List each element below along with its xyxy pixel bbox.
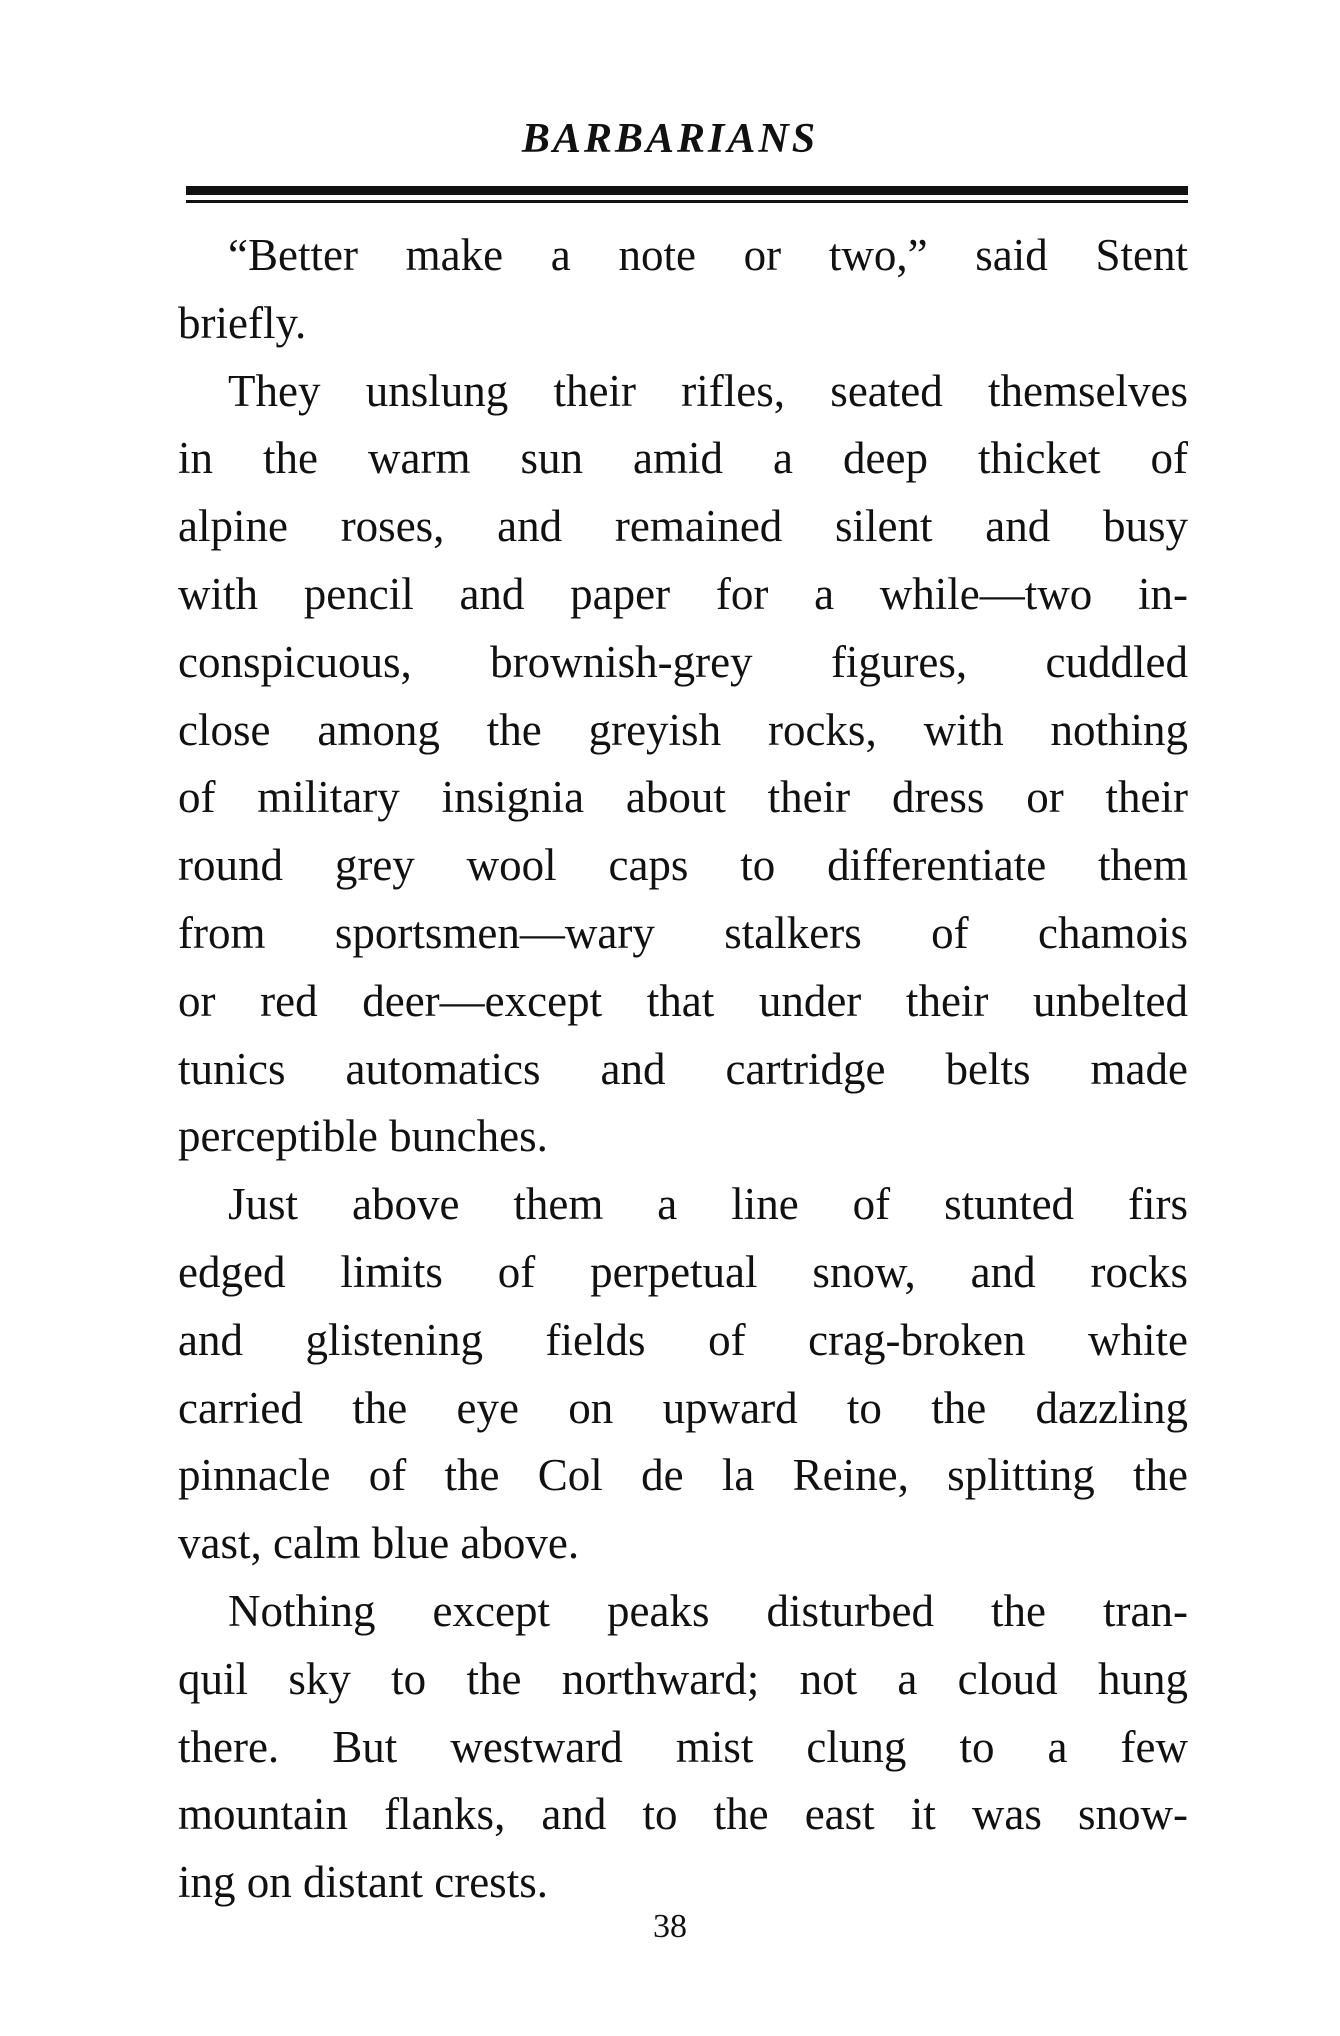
text-line: edged limits of perpetual snow, and rocks — [178, 1246, 1188, 1297]
text-line: vast, calm blue above. — [178, 1518, 580, 1569]
text-line: and glistening fields of crag-broken white — [178, 1314, 1188, 1365]
text-line: Nothing except peaks disturbed the tran- — [228, 1585, 1188, 1636]
paragraph-1 — [178, 222, 1188, 358]
text-line: in the warm sun amid a deep thicket of — [178, 433, 1188, 484]
text-line: of military insignia about their dress or their — [178, 772, 1188, 823]
header-rule-thin — [186, 200, 1188, 203]
text-line: quil sky to the northward; not a cloud hung — [178, 1653, 1188, 1704]
paragraph-4 — [178, 1578, 1188, 1917]
text-line: pinnacle of the Col de la Reine, splitting the — [178, 1450, 1188, 1501]
text-line: Just above them a line of stunted firs — [228, 1179, 1188, 1230]
text-line: with pencil and paper for a while—two in- — [178, 568, 1188, 619]
text-line: conspicuous, brownish-grey figures, cuddled — [178, 636, 1188, 687]
text-line: “Better make a note or two,” said Stent — [228, 230, 1188, 280]
text-line: there. But westward mist clung to a few — [178, 1721, 1188, 1772]
text-line: or red deer—except that under their unbelted — [178, 975, 1188, 1026]
text-line: mountain flanks, and to the east it was snow- — [178, 1789, 1188, 1840]
text-line: close among the greyish rocks, with nothing — [178, 704, 1188, 755]
paragraph-3 — [178, 1171, 1188, 1578]
running-head: BARBARIANS — [521, 116, 819, 162]
page-number: 38 — [653, 1908, 687, 1945]
paragraph-2 — [178, 358, 1188, 1172]
text-line: carried the eye on upward to the dazzling — [178, 1382, 1188, 1433]
header-rule-thick — [186, 186, 1188, 195]
text-line: tunics automatics and cartridge belts made — [178, 1043, 1188, 1094]
text-line: ing on distant crests. — [178, 1857, 548, 1908]
text-line: They unslung their rifles, seated themselves — [228, 365, 1188, 416]
text-line: from sportsmen—wary stalkers of chamois — [178, 907, 1188, 958]
body-text — [178, 222, 1188, 1917]
text-line: perceptible bunches. — [178, 1111, 548, 1162]
text-line: round grey wool caps to differentiate them — [178, 840, 1188, 891]
text-line: alpine roses, and remained silent and busy — [178, 501, 1188, 552]
text-line: briefly. — [178, 297, 307, 348]
